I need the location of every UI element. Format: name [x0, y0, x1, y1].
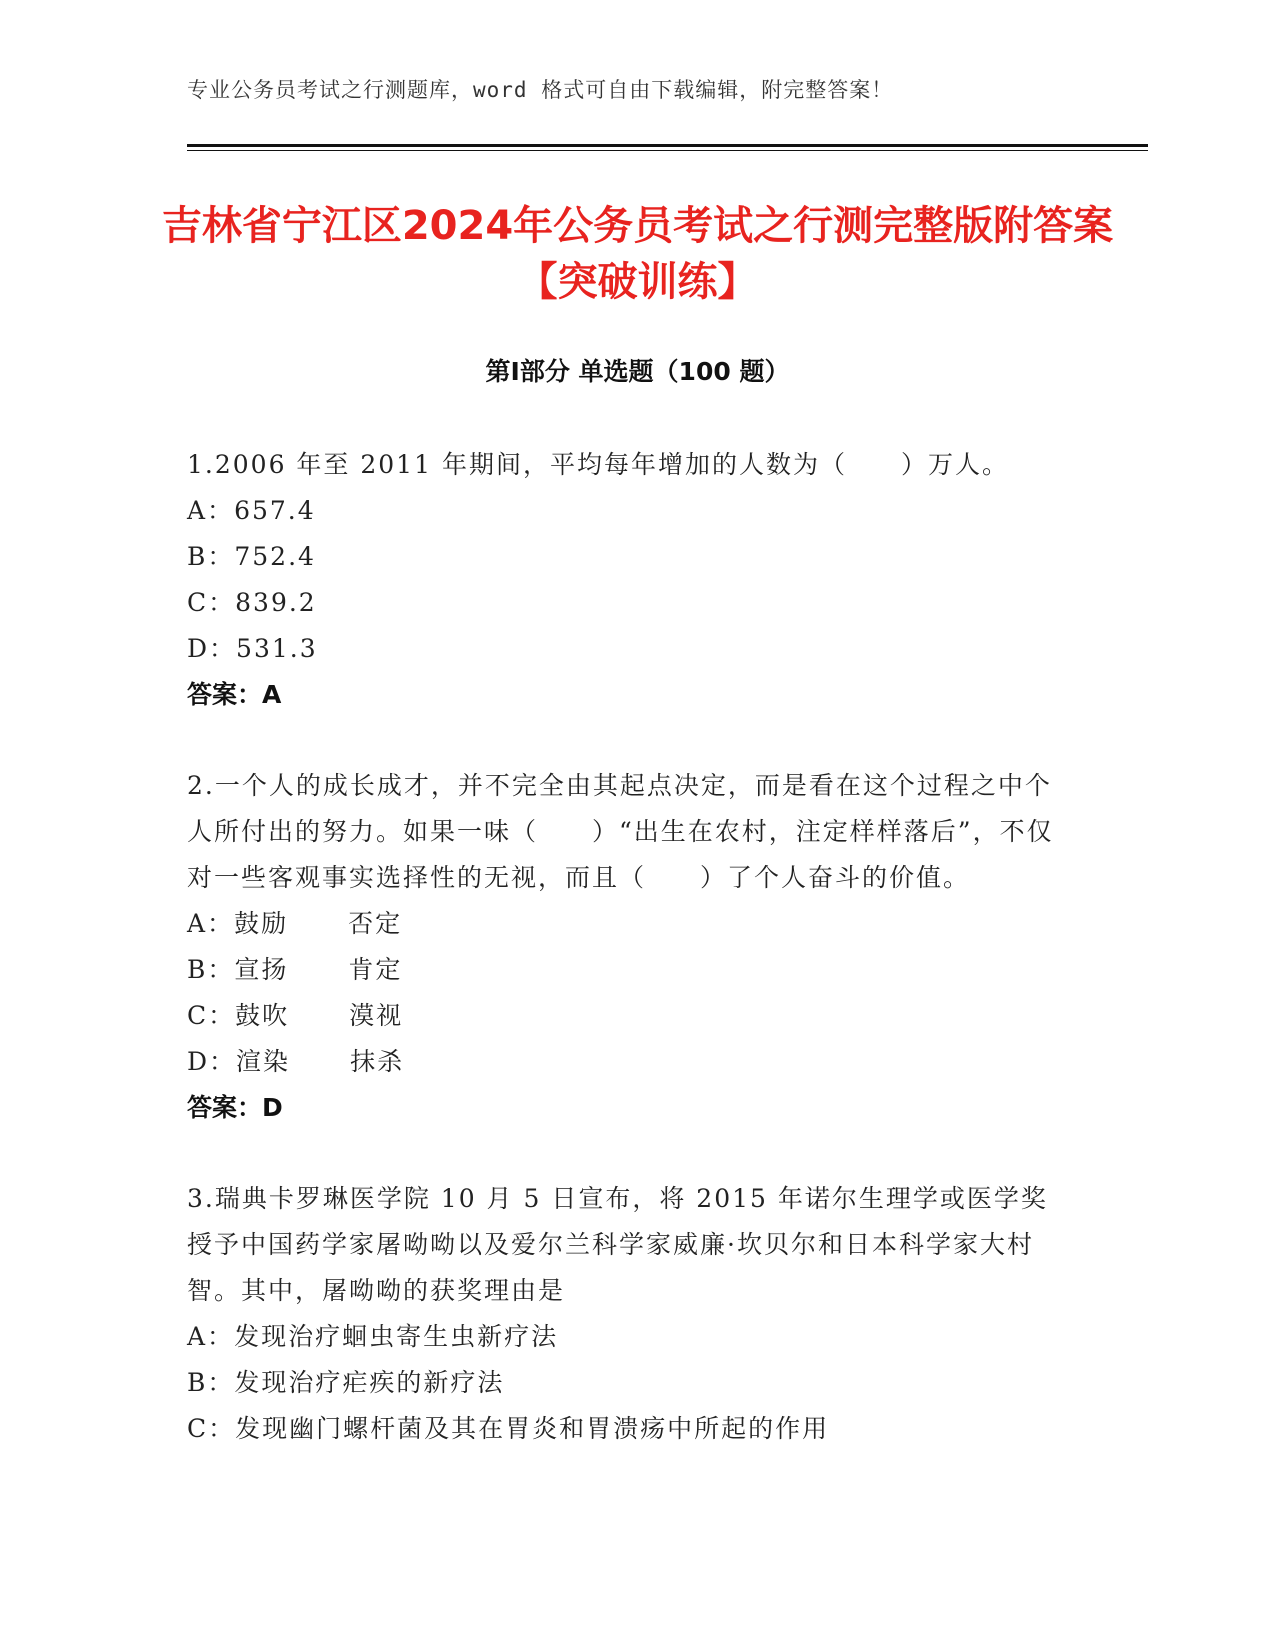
option-a: [187, 901, 1067, 947]
option-text: 531.3: [236, 634, 318, 663]
option-b: [187, 1360, 1067, 1406]
option-text: 839.2: [235, 588, 317, 617]
question-stem: 1.2006 年至 2011 年期间，平均每年增加的人数为（ ）万人。: [187, 450, 1009, 479]
option-text: 752.4: [234, 542, 316, 571]
header-note: 专业公务员考试之行测题库，word 格式可自由下载编辑，附完整答案！: [187, 78, 894, 102]
option-label: A：: [187, 909, 235, 938]
option-label: D：: [187, 1047, 237, 1076]
option-label: C：: [187, 1414, 236, 1443]
document-title: 吉林省宁江区2024年公务员考试之行测完整版附答案【突破训练】: [161, 203, 1114, 305]
option-text-2: 肯定: [348, 955, 403, 984]
option-d: [187, 626, 1067, 672]
option-text: 宣扬: [234, 955, 289, 984]
option-text: 发现幽门螺杆菌及其在胃炎和胃溃疡中所起的作用: [235, 1414, 830, 1443]
option-d: [187, 1039, 1067, 1085]
question-stem: 2.一个人的成长成才，并不完全由其起点决定，而是看在这个过程之中个人所付出的努力。如果一味（ ）“出生在农村，注定样样落后”，不仅对一些客观事实选择性的无视，而且（ ）了个人奋斗的价值。: [187, 771, 1054, 892]
option-c: [187, 993, 1067, 1039]
option-text-2: 漠视: [349, 1001, 404, 1030]
option-text-2: 抹杀: [350, 1047, 405, 1076]
question-2: [187, 763, 1067, 1131]
question-1: [187, 442, 1067, 718]
option-c: [187, 1406, 1067, 1452]
option-label: A：: [187, 496, 235, 525]
question-3: [187, 1176, 1067, 1452]
option-label: C：: [187, 1001, 236, 1030]
section-title: 第Ⅰ部分 单选题（100 题）: [485, 357, 790, 386]
question-stem: 3.瑞典卡罗琳医学院 10 月 5 日宣布，将 2015 年诺尔生理学或医学奖授予中国药学家屠呦呦以及爱尔兰科学家威廉·坎贝尔和日本科学家大村智。其中，屠呦呦的获奖理由是: [187, 1184, 1048, 1305]
option-text: 发现治疗蛔虫寄生虫新疗法: [234, 1322, 559, 1351]
option-text: 发现治疗疟疾的新疗法: [234, 1368, 505, 1397]
option-text-2: 否定: [348, 909, 403, 938]
answer: 答案：A: [187, 680, 282, 709]
question-list: [187, 442, 1067, 1497]
header-divider-thin: [187, 150, 1148, 151]
option-label: B：: [187, 1368, 235, 1397]
option-label: B：: [187, 955, 235, 984]
option-b: [187, 947, 1067, 993]
option-label: D：: [187, 634, 237, 663]
option-a: [187, 488, 1067, 534]
answer: 答案：D: [187, 1093, 283, 1122]
option-text: 鼓吹: [235, 1001, 290, 1030]
option-a: [187, 1314, 1067, 1360]
option-text: 657.4: [234, 496, 316, 525]
option-c: [187, 580, 1067, 626]
option-label: C：: [187, 588, 236, 617]
option-b: [187, 534, 1067, 580]
option-label: A：: [187, 1322, 235, 1351]
option-text: 鼓励: [234, 909, 289, 938]
header-divider-thick: [187, 144, 1148, 147]
option-label: B：: [187, 542, 235, 571]
option-text: 渲染: [236, 1047, 291, 1076]
